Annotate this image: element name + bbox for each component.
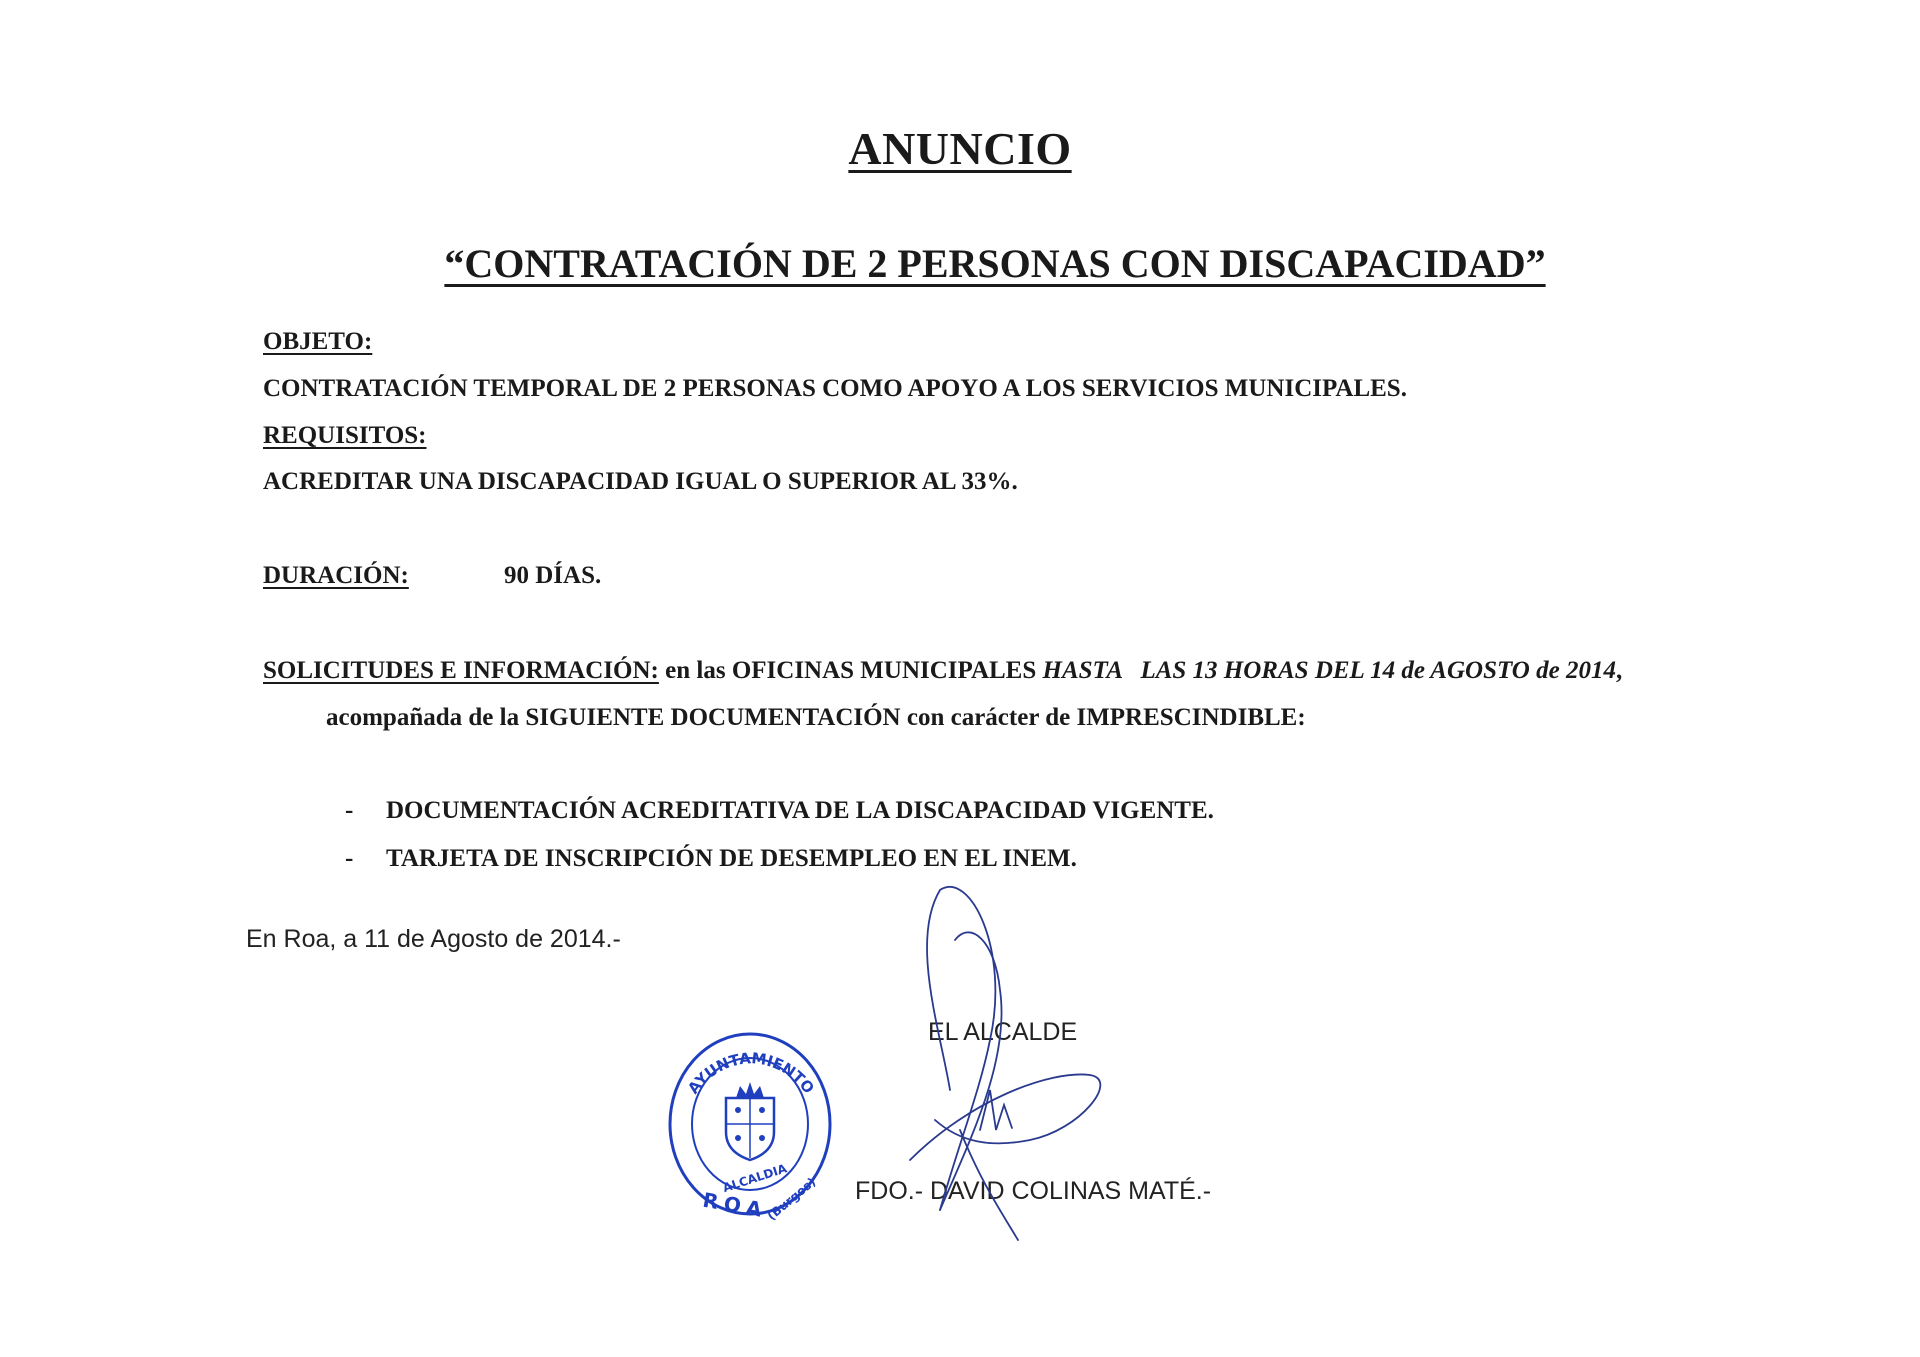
solicitudes-deadline: HASTA LAS 13 HORAS DEL 14 de AGOSTO de 2014 xyxy=(1042,657,1616,684)
coat-of-arms-icon xyxy=(726,1082,774,1160)
solicitudes-line2: acompañada de la SIGUIENTE DOCUMENTACIÓN con carácter de IMPRESCINDIBLE: xyxy=(326,704,1306,731)
requisitos-label: REQUISITOS: xyxy=(263,422,427,449)
signer-role: EL ALCALDE xyxy=(928,1018,1078,1046)
solicitudes-label: SOLICITUDES E INFORMACIÓN: xyxy=(263,657,659,684)
document-item: TARJETA DE INSCRIPCIÓN DE DESEMPLEO EN EL INEM. xyxy=(386,845,1077,872)
solicitudes-text-a: en las OFICINAS MUNICIPALES xyxy=(658,657,1043,684)
requisitos-text: ACREDITAR UNA DISCAPACIDAD IGUAL O SUPERIOR AL 33%. xyxy=(263,468,1018,495)
bullet-marker: - xyxy=(345,797,354,824)
signer-name: FDO.- DAVID COLINAS MATÉ.- xyxy=(855,1177,1212,1205)
bullet-marker: - xyxy=(345,845,354,872)
seal-province-text: (Burgos) xyxy=(764,1174,819,1224)
document-title: ANUNCIO xyxy=(848,123,1072,174)
document-item: DOCUMENTACIÓN ACREDITATIVA DE LA DISCAPACIDAD VIGENTE. xyxy=(386,797,1214,824)
solicitudes-line xyxy=(263,657,1622,685)
seal-bottom-text: ROA xyxy=(700,1187,770,1223)
objeto-text: CONTRATACIÓN TEMPORAL DE 2 PERSONAS COMO APOYO A LOS SERVICIOS MUNICIPALES. xyxy=(263,375,1407,402)
municipal-seal-icon xyxy=(664,1020,844,1230)
place-date: En Roa, a 11 de Agosto de 2014.- xyxy=(246,925,621,953)
document-subtitle: “CONTRATACIÓN DE 2 PERSONAS CON DISCAPACIDAD” xyxy=(444,241,1546,286)
handwritten-signature-icon xyxy=(900,880,1150,1250)
seal-middle-text: ALCALDIA xyxy=(721,1161,789,1196)
seal-top-text: AYUNTAMIENTO xyxy=(684,1049,818,1098)
duracion-label: DURACIÓN: xyxy=(263,562,409,589)
solicitudes-text-c: , xyxy=(1615,657,1623,684)
duracion-value: 90 DÍAS. xyxy=(504,562,602,589)
objeto-label: OBJETO: xyxy=(263,328,373,355)
